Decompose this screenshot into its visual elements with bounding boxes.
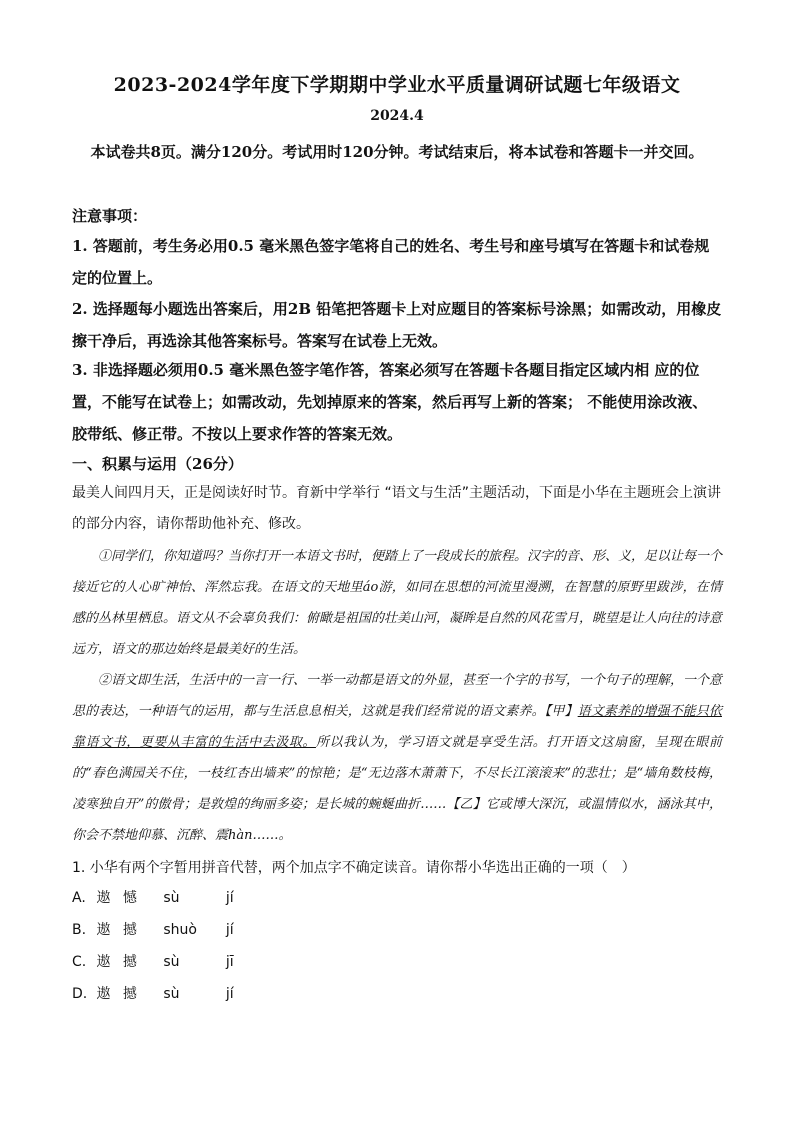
section-heading: 一、积累与运用（26分） [72,455,243,473]
option-pinyin-1: sù [163,954,180,970]
passage-paragraph-1: ①同学们，你知道吗？当你打开一本语文书时，便踏上了一段成长的旅程。汉字的音、形、义，足以让每一个接近它的人心旷神怡、浑然忘我。在语文的天地里áo游，如同在思想的河流里漫溯，在智慧的原野里跋涉，在情感的丛林里栖息。语文从不会辜负我们：俯瞰是祖国的壮美山河，凝眸是自然的风花雪月，眺望是让人向往的诗意远方，语文的那边始终是最美好的生活。 [72,549,723,657]
notice-heading: 注意事项： [72,207,148,225]
option-word-2: 撼 [122,954,137,970]
option-pinyin-1: sù [163,986,180,1002]
question-1-option-a[interactable] [72,887,722,909]
option-pinyin-2: jí [225,922,234,938]
exam-intro: 本试卷共8页。满分120分。考试用时120分钟。考试结束后，将本试卷和答题卡一并交回。 [90,143,704,161]
question-1-stem: 1. 小华有两个字暂用拼音代替，两个加点字不确定读音。请你帮小华选出正确的一项（ ） [72,860,636,876]
question-1-option-d[interactable] [72,983,722,1005]
passage-2-underlined-sentence: 语文素养的增强不能只依靠语文书，更要从丰富的生活中去汲取。 [72,704,722,750]
option-pinyin-2: jī [225,954,234,970]
notice-item-3: 3. 非选择题必须用0.5 毫米黑色签字笔作答，答案必须写在答题卡各题目指定区域内相 应的位置，不能写在试卷上；如需改动，先划掉原来的答案，然后再写上新的答案； 不能使用涂改液、胶带纸、修正带。不按以上要求作答的答案无效。 [72,361,708,443]
question-1-option-c[interactable] [72,951,722,973]
option-word-1: 遨 [96,986,111,1002]
notice-item-2: 2. 选择题每小题选出答案后，用2B 铅笔把答题卡上对应题目的答案标号涂黑；如需改动，用橡皮擦干净后，再选涂其他答案标号。答案写在试卷上无效。 [72,300,722,350]
section-lead: 最美人间四月天，正是阅读好时节。育新中学举行 “语文与生活”主题活动，下面是小华在主题班会上演讲的部分内容，请你帮助他补充、修改。 [72,485,721,532]
option-word-2: 撼 [122,986,137,1002]
exam-date: 2024.4 [370,108,424,124]
option-label: A. [72,890,86,906]
option-label: C. [72,954,87,970]
question-1-option-b[interactable] [72,919,722,941]
option-word-1: 遨 [96,954,111,970]
option-label: B. [72,922,87,938]
option-pinyin-2: jí [225,986,234,1002]
passage-2-before: ②语文即生活，生活中的一言一行、一举一动都是语文的外显，甚至一个字的书写，一个句子的理解，一个意思的表达，一种语气的运用，都与生活息息相关，这就是我们经常说的语文素养。【甲】 [72,673,723,719]
option-word-2: 撼 [122,922,137,938]
passage-2-after: 所以我认为，学习语文就是享受生活。打开语文这扇窗，呈现在眼前的“春色满园关不住，一枝红杏出墙来”的惊艳；是“无边落木萧萧下，不尽长江滚滚来”的悲壮；是“墙角数枝梅，凌寒独自开”的傲骨；是敦煌的绚丽多姿；是长城的蜿蜒曲折……【乙】它或博大深沉，或温情似水，涵泳其中，你会不禁地仰慕、沉醉、震hàn……。 [72,735,722,843]
option-label: D. [72,986,88,1002]
option-pinyin-1: sù [163,890,180,906]
page-title: 2023-2024学年度下学期期中学业水平质量调研试题七年级语文 [113,74,681,96]
notice-item-1: 1. 答题前，考生务必用0.5 毫米黑色签字笔将自己的姓名、考生号和座号填写在答题卡和试卷规定的位置上。 [72,237,710,287]
option-pinyin-2: jí [225,890,234,906]
option-word-2: 憾 [122,890,137,906]
option-pinyin-1: shuò [163,922,197,938]
passage-paragraph-2 [72,665,722,851]
option-word-1: 遨 [96,922,111,938]
option-word-1: 遨 [96,890,111,906]
